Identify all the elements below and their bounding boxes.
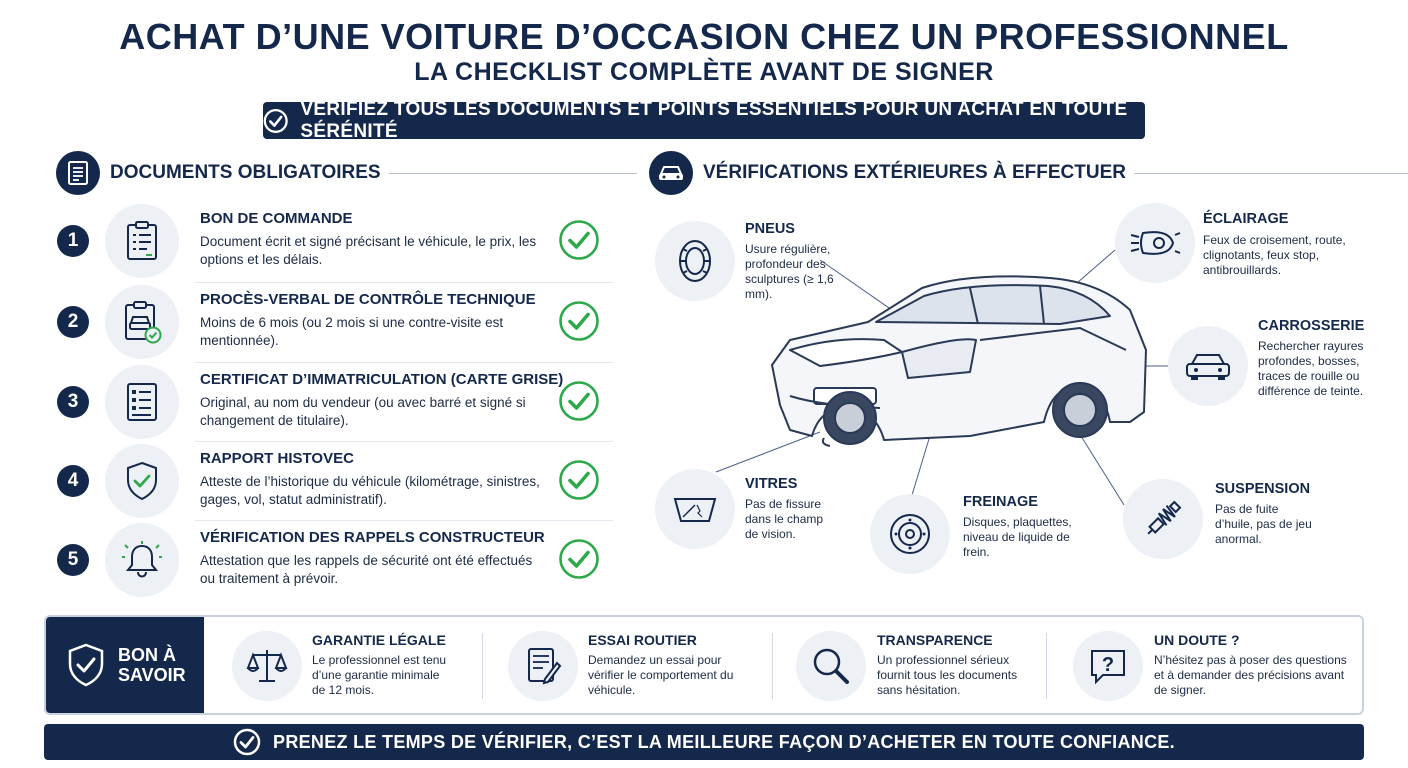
document-row [55,521,613,599]
good-to-know-panel [44,615,1364,715]
doc-icon-circle [105,204,179,278]
ext-title: SUSPENSION [1215,481,1311,497]
ext-desc: Disques, plaquettes, niveau de liquide de frein. [963,515,1072,559]
good-icon-circle [796,631,866,701]
exterior-divider [1134,173,1408,174]
doc-desc: Atteste de l’historique du véhicule (kilométrage, sinistres, gages, vol, statut administratif). [200,474,540,507]
windshield-icon [669,491,721,527]
ext-icon-circle [1123,479,1203,559]
good-title: UN DOUTE ? [1154,632,1240,648]
documents-divider [389,173,637,174]
doc-title: RAPPORT HISTOVEC [200,450,354,467]
car-inspection-icon [120,299,164,345]
good-to-know-label [46,617,204,713]
good-divider [1046,633,1047,699]
document-pen-icon [523,645,563,687]
exterior-badge [649,151,693,195]
documents-badge [56,151,100,195]
headlight-icon [1129,225,1181,261]
magnifier-icon [810,645,852,687]
doc-desc: Original, au nom du vendeur (ou avec barré et signé si changement de titulaire). [200,395,526,428]
car-body-icon [1182,348,1234,384]
good-desc: Un professionnel sérieux fournit tous les documents sans hésitation. [877,653,1018,697]
check-mark-icon [558,219,600,261]
shock-absorber-icon [1139,495,1187,543]
check-circle-icon [233,728,261,756]
banner-text: VÉRIFIEZ TOUS LES DOCUMENTS ET POINTS ESSENTIELS POUR UN ACHAT EN TOUTE SÉRÉNITÉ [300,98,1128,142]
ext-desc: Usure régulière, profondeur des sculptures (≥ 1,6 mm). [745,242,834,301]
good-item [796,617,1046,713]
good-title: TRANSPARENCE [877,632,993,648]
ext-icon-circle [870,494,950,574]
exterior-title: VÉRIFICATIONS EXTÉRIEURES À EFFECTUER [703,162,1126,183]
doc-title: CERTIFICAT D’IMMATRICULATION (CARTE GRISE) [200,371,564,388]
ext-icon-circle [1168,326,1248,406]
doc-desc: Attestation que les rappels de sécurité ont été effectués ou traitement à prévoir. [200,553,533,586]
doc-title: VÉRIFICATION DES RAPPELS CONSTRUCTEUR [200,529,545,546]
good-to-know-title: BON À SAVOIR [118,645,186,685]
footer-text: PRENEZ LE TEMPS DE VÉRIFIER, C’EST LA MEILLEURE FAÇON D’ACHETER EN TOUTE CONFIANCE. [273,731,1175,752]
good-icon-circle [232,631,302,701]
good-desc: Le professionnel est tenu d’une garantie minimale de 12 mois. [312,653,447,697]
good-desc: Demandez un essai pour vérifier le comportement du véhicule. [588,653,734,697]
check-mark-icon [558,380,600,422]
ext-desc: Rechercher rayures profondes, bosses, traces de rouille ou différence de teinte. [1258,339,1364,398]
doc-icon-circle [105,523,179,597]
document-list-icon [66,160,90,186]
shield-check-icon [66,642,106,688]
doc-icon-circle [105,285,179,359]
ext-title: VITRES [745,476,798,492]
car-icon [657,163,685,183]
document-row [55,363,613,441]
good-item [508,617,770,713]
doc-desc: Moins de 6 mois (ou 2 mois si une contre-visite est mentionnée). [200,315,504,348]
page-subtitle: LA CHECKLIST COMPLÈTE AVANT DE SIGNER [414,58,994,86]
good-icon-circle [508,631,578,701]
check-mark-icon [558,538,600,580]
ext-desc: Pas de fissure dans le champ de vision. [745,497,824,541]
document-row [55,442,613,520]
ext-icon-circle [655,221,735,301]
documents-title: DOCUMENTS OBLIGATOIRES [110,162,381,183]
good-icon-circle [1073,631,1143,701]
doc-desc: Document écrit et signé précisant le véhicule, le prix, les options et les délais. [200,234,537,267]
good-title: ESSAI ROUTIER [588,632,697,648]
row-number: 2 [57,306,89,338]
ext-desc: Feux de croisement, route, clignotants, feux stop, antibrouillards. [1203,233,1346,277]
ext-title: PNEUS [745,221,795,237]
check-mark-icon [558,300,600,342]
good-divider [482,633,483,699]
doc-icon-circle [105,365,179,439]
doc-icon-circle [105,444,179,518]
ext-icon-circle [1115,203,1195,283]
row-number: 3 [57,386,89,418]
row-number: 1 [57,225,89,257]
ext-title: ÉCLAIRAGE [1203,211,1289,227]
documents-header [56,151,637,195]
question-bubble-icon [1087,645,1129,687]
check-circle-icon [263,107,288,135]
doc-title: PROCÈS-VERBAL DE CONTRÔLE TECHNIQUE [200,291,536,308]
ext-icon-circle [655,469,735,549]
good-divider [772,633,773,699]
document-row [55,202,613,280]
bell-icon [120,538,164,582]
good-item [1073,617,1363,713]
footer-banner [44,724,1364,760]
good-item [232,617,482,713]
row-number: 5 [57,544,89,576]
document-row [55,283,613,361]
top-banner [263,98,1145,142]
tire-icon [673,237,717,285]
scales-icon [245,646,289,686]
exterior-header [649,151,1408,195]
ext-title: FREINAGE [963,494,1038,510]
page-title: ACHAT D’UNE VOITURE D’OCCASION CHEZ UN PROFESSIONNEL [119,16,1289,57]
good-title: GARANTIE LÉGALE [312,632,446,648]
clipboard-icon [122,219,162,263]
doc-title: BON DE COMMANDE [200,210,353,227]
brake-disc-icon [886,510,934,558]
svg-text:?: ? [1101,654,1115,676]
check-mark-icon [558,459,600,501]
ext-title: CARROSSERIE [1258,318,1365,334]
registration-card-icon [122,380,162,424]
good-desc: N’hésitez pas à poser des questions et à demander des précisions avant de signer. [1154,653,1347,697]
ext-desc: Pas de fuite d’huile, pas de jeu anormal. [1215,502,1312,546]
row-number: 4 [57,465,89,497]
shield-check-icon [122,459,162,503]
